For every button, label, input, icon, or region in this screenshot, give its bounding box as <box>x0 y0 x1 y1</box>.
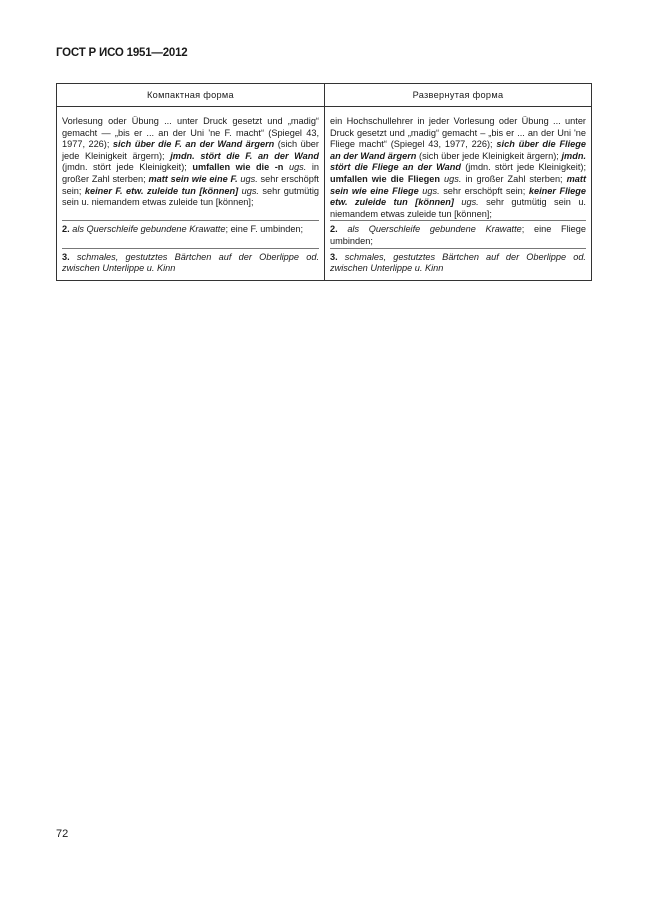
text-segment: ; eine F. umbinden; <box>225 224 304 235</box>
text-segment: sehr erschöpft sein; <box>439 185 529 196</box>
text-segment: ugs. <box>288 162 307 173</box>
text-segment: sich über die Fliege an der Wand ärgern <box>330 139 586 161</box>
dictionary-table <box>56 83 592 281</box>
text-segment: jmdn. stört die Fliege an der Wand <box>330 150 586 173</box>
table-body <box>57 107 592 281</box>
text-segment: umfallen wie die Fliegen <box>330 173 440 184</box>
table-row <box>57 224 592 247</box>
text-segment: Vorlesung oder Übung ... unter Druck gesetzt und „madig“ gemacht — „bis er ... an der Uni 'ne F. macht“ (Spiegel 43, 1977, 226); <box>62 116 319 150</box>
separator-line <box>62 220 319 221</box>
separator-line <box>330 220 586 221</box>
text-segment: 2. <box>330 224 338 235</box>
cell-expanded-form <box>325 107 592 221</box>
cell-compact-form <box>57 107 325 221</box>
text-segment: ugs. <box>241 185 259 196</box>
text-segment <box>70 252 77 262</box>
text-segment: sehr gutmütig sein u. niemandem etwas zuleide tun [können]; <box>62 185 319 208</box>
cell-expanded-form <box>325 224 592 247</box>
page-number: 72 <box>56 828 69 840</box>
text-segment: ugs. <box>444 173 462 184</box>
text-segment: sehr erschöpft sein; <box>62 173 319 196</box>
text-segment: ugs. <box>461 197 479 208</box>
text-segment: (sich über jede Kleinigkeit ärgern); <box>62 139 319 161</box>
separator-line <box>62 248 319 249</box>
cell-compact-form <box>57 252 325 281</box>
text-segment: 3. <box>62 251 70 262</box>
column-header-expanded: Развернутая форма <box>325 84 592 107</box>
table-row <box>57 252 592 281</box>
text-segment: schmales, gestutztes Bärtchen auf der Oberlippe od. zwischen Unterlippe u. Kinn <box>62 251 320 274</box>
text-segment: sehr gutmütig sein u. niemandem etwas zuleide tun [können]; <box>330 197 586 219</box>
text-segment: 3. <box>330 251 338 262</box>
table-header-row <box>57 84 592 107</box>
text-segment: sich über die F. an der Wand ärgern <box>112 139 275 150</box>
column-header-compact: Компактная форма <box>57 84 325 107</box>
text-segment: jmdn. stört die F. an der Wand <box>170 150 319 161</box>
text-segment: (jmdn. stört jede Kleinigkeit); <box>461 162 586 173</box>
text-segment: (jmdn. stört jede Kleinigkeit); <box>62 162 193 173</box>
text-segment: schmales, gestutztes Bärtchen auf der Oberlippe od. zwischen Unterlippe u. Kinn <box>330 251 586 274</box>
text-segment <box>338 252 345 262</box>
text-segment: keiner F. etw. zuleide tun [können] <box>84 185 239 196</box>
text-segment: matt sein wie eine F. <box>148 173 238 184</box>
cell-compact-form <box>57 224 325 247</box>
text-segment: als Querschleife gebundene Krawatte <box>347 224 522 235</box>
text-segment: in großer Zahl sterben; <box>62 162 319 184</box>
text-segment: (sich über jede Kleinigkeit ärgern); <box>416 150 562 161</box>
text-segment: ; eine Fliege umbinden; <box>330 224 586 246</box>
text-segment: keiner Fliege etw. zuleide tun [können] <box>330 185 587 208</box>
table-row <box>57 107 592 221</box>
separator-line <box>330 248 586 249</box>
text-segment: umfallen wie die -n <box>192 162 284 173</box>
text-segment: ein Hochschullehrer in jeder Vorlesung oder Übung ... unter Druck gesetzt und „madig“ gemacht – „bis er ... an der Uni 'ne Fliege macht“ (Spiegel 43, 1977, 226); <box>330 116 586 150</box>
text-segment: 2. <box>62 224 70 235</box>
document-header: ГОСТ Р ИСО 1951—2012 <box>56 47 188 59</box>
text-segment: in großer Zahl sterben; <box>461 173 567 184</box>
text-segment: ugs. <box>240 173 258 184</box>
text-segment: als Querschleife gebundene Krawatte <box>72 224 226 235</box>
text-segment <box>338 224 348 234</box>
cell-expanded-form <box>325 252 592 281</box>
text-segment: ugs. <box>422 185 440 196</box>
text-segment: matt sein wie eine Fliege <box>330 173 587 196</box>
